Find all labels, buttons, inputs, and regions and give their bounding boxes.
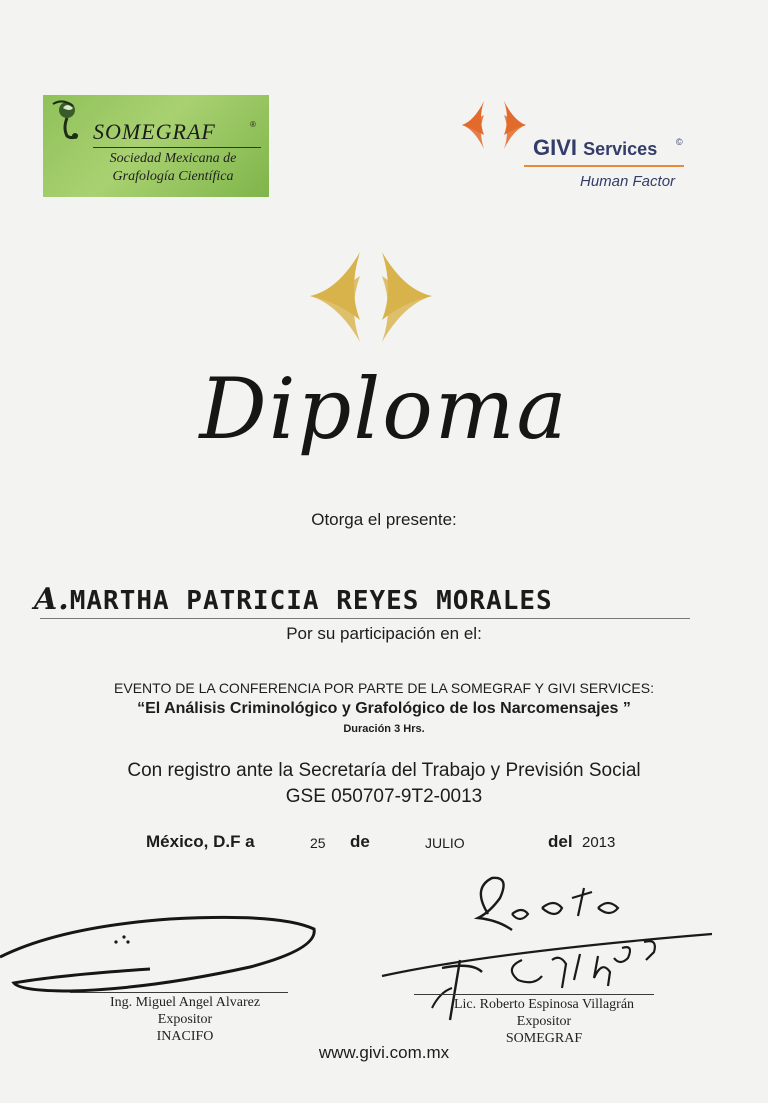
givi-name: GIVI bbox=[533, 135, 578, 160]
recipient-fullname: MARTHA PATRICIA REYES MORALES bbox=[69, 586, 553, 616]
somegraf-logo bbox=[43, 95, 269, 197]
registration-code: GSE 050707-9T2-0013 bbox=[285, 786, 483, 807]
signature-right-org: SOMEGRAF bbox=[505, 1031, 583, 1046]
givi-wordmark bbox=[533, 135, 657, 161]
signature-right-block bbox=[404, 996, 684, 1047]
givi-logo bbox=[460, 95, 700, 195]
somegraf-emblem-icon bbox=[49, 98, 93, 146]
registration-line1: Con registro ante la Secretaría del Trabajo y Previsión Social bbox=[127, 760, 641, 781]
recipient-underline bbox=[40, 618, 690, 619]
somegraf-rule bbox=[93, 147, 261, 148]
date-day: 25 bbox=[310, 835, 326, 851]
gold-emblem-icon bbox=[308, 250, 434, 344]
givi-registered-mark: © bbox=[676, 137, 683, 147]
date-year: 2013 bbox=[582, 834, 616, 851]
somegraf-registered-mark: ® bbox=[250, 120, 256, 129]
signature-left-line bbox=[70, 992, 288, 993]
givi-tagline: Human Factor bbox=[580, 173, 676, 190]
signature-left-name: Ing. Miguel Angel Alvarez bbox=[109, 995, 261, 1010]
signature-right-role: Expositor bbox=[516, 1014, 572, 1029]
recipient-name bbox=[34, 582, 694, 617]
event-title: “El Análisis Criminológico y Grafológico de los Narcomensajes ” bbox=[137, 700, 631, 717]
signature-left-role: Expositor bbox=[157, 1012, 213, 1027]
grant-text: Otorga el presente: bbox=[311, 510, 457, 529]
date-place: México, D.F a bbox=[146, 832, 255, 851]
event-duration: Duración 3 Hrs. bbox=[343, 723, 425, 735]
givi-services: Services bbox=[583, 139, 658, 159]
website-url: www.givi.com.mx bbox=[318, 1043, 450, 1062]
recipient-prefix: A. bbox=[34, 582, 70, 617]
somegraf-subtitle-line1: Sociedad Mexicana de bbox=[109, 151, 237, 166]
signature-right-name: Lic. Roberto Espinosa Villagrán bbox=[453, 997, 635, 1012]
date-de: de bbox=[350, 832, 370, 851]
participation-text: Por su participación en el: bbox=[286, 624, 482, 643]
signature-left-block bbox=[60, 994, 310, 1045]
date-row bbox=[0, 832, 768, 862]
somegraf-subtitle-line2: Grafología Científica bbox=[112, 169, 234, 184]
date-month: JULIO bbox=[425, 835, 465, 851]
signature-left-org: INACIFO bbox=[156, 1029, 214, 1044]
diploma-title: Diploma bbox=[199, 360, 569, 458]
givi-rule bbox=[524, 165, 684, 167]
somegraf-brand: SOMEGRAF bbox=[93, 119, 216, 144]
signature-left-scribble bbox=[0, 905, 330, 1000]
signature-right-line bbox=[414, 994, 654, 995]
givi-chevrons-icon bbox=[460, 95, 530, 155]
date-del: del bbox=[548, 832, 573, 851]
event-header: EVENTO DE LA CONFERENCIA POR PARTE DE LA SOMEGRAF Y GIVI SERVICES: bbox=[114, 680, 654, 696]
